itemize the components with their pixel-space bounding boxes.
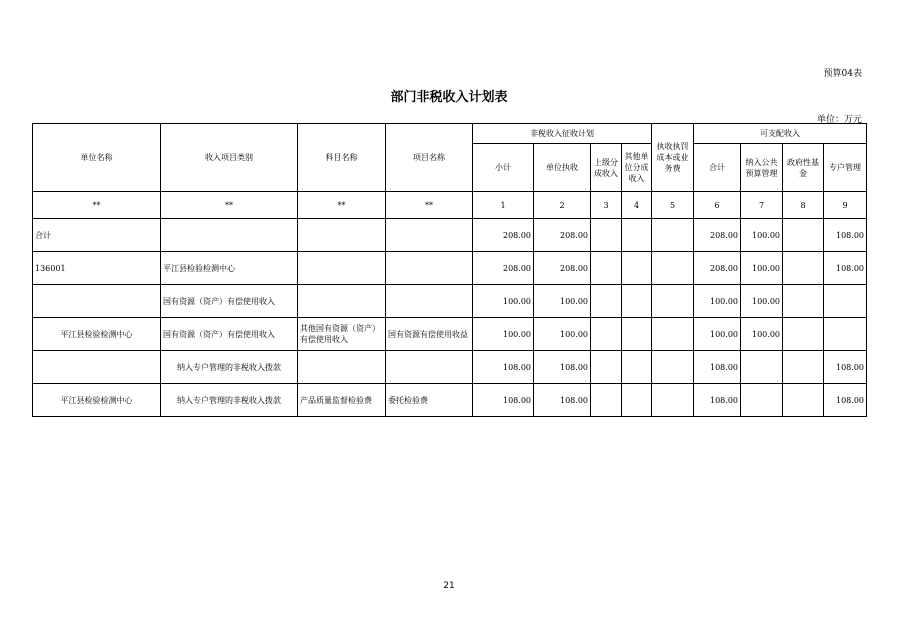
cell-subtotal: 100.00: [473, 318, 534, 351]
cell-gov-fund: [783, 219, 824, 252]
table-row: [33, 285, 867, 318]
cell-income-category: 纳入专户管理的非税收入拨款: [161, 351, 298, 384]
table-row: [33, 318, 867, 351]
index-cell: 1: [473, 192, 534, 219]
index-cell: 9: [824, 192, 867, 219]
header-plan-group: 非税收入征收计划: [473, 124, 652, 144]
cell-other-share: [622, 252, 652, 285]
cell-upper-share: [591, 318, 622, 351]
cell-project-name: [386, 351, 473, 384]
header-other-share: 其他单位分成收入: [622, 144, 652, 192]
form-number: 预算04表: [823, 69, 862, 79]
cell-special-mgmt: 108.00: [824, 351, 867, 384]
cell-unit-name: 平江县检验检测中心: [33, 384, 161, 417]
cell-upper-share: [591, 285, 622, 318]
cell-total: 100.00: [694, 318, 741, 351]
cell-special-mgmt: 108.00: [824, 252, 867, 285]
cell-special-mgmt: 108.00: [824, 384, 867, 417]
index-cell: 3: [591, 192, 622, 219]
cell-income-category: [161, 219, 298, 252]
cell-public-budget: 100.00: [741, 318, 783, 351]
cell-unit-name: 合计: [33, 219, 161, 252]
header-subtotal: 小计: [473, 144, 534, 192]
cell-upper-share: [591, 351, 622, 384]
cell-other-share: [622, 285, 652, 318]
cell-project-name: 委托检验费: [386, 384, 473, 417]
cell-public-budget: [741, 384, 783, 417]
cell-gov-fund: [783, 384, 824, 417]
cell-public-budget: 100.00: [741, 285, 783, 318]
cell-special-mgmt: 108.00: [824, 219, 867, 252]
header-income-category: 收入项目类别: [161, 124, 298, 192]
cell-project-name: [386, 252, 473, 285]
index-cell: 7: [741, 192, 783, 219]
cell-project-name: 国有资源有偿使用收益: [386, 318, 473, 351]
non-tax-income-table: [32, 123, 867, 417]
cell-unit-name: [33, 351, 161, 384]
cell-subject-name: 其他国有资源（资产）有偿使用收入: [298, 318, 386, 351]
table-row: [33, 351, 867, 384]
cell-enforcement-cost: [652, 285, 694, 318]
cell-total: 108.00: [694, 384, 741, 417]
header-available-group: 可支配收入: [694, 124, 867, 144]
cell-unit-name: 平江县检验检测中心: [33, 318, 161, 351]
cell-public-budget: 100.00: [741, 219, 783, 252]
cell-income-category: 纳入专户管理的非税收入拨款: [161, 384, 298, 417]
cell-other-share: [622, 318, 652, 351]
cell-total: 208.00: [694, 219, 741, 252]
cell-gov-fund: [783, 285, 824, 318]
cell-income-category: 国有资源（资产）有偿使用收入: [161, 285, 298, 318]
cell-total: 208.00: [694, 252, 741, 285]
cell-gov-fund: [783, 252, 824, 285]
cell-subject-name: [298, 252, 386, 285]
cell-gov-fund: [783, 351, 824, 384]
cell-unit-collect: 208.00: [534, 219, 591, 252]
cell-unit-name: [33, 285, 161, 318]
cell-enforcement-cost: [652, 351, 694, 384]
header-project-name: 项目名称: [386, 124, 473, 192]
cell-subtotal: 100.00: [473, 285, 534, 318]
cell-special-mgmt: [824, 318, 867, 351]
index-cell: 6: [694, 192, 741, 219]
header-subject-name: 科目名称: [298, 124, 386, 192]
index-cell: **: [386, 192, 473, 219]
page-title: 部门非税收入计划表: [390, 90, 508, 105]
cell-enforcement-cost: [652, 318, 694, 351]
cell-public-budget: [741, 351, 783, 384]
cell-subtotal: 208.00: [473, 252, 534, 285]
cell-income-category: 平江县检验检测中心: [161, 252, 298, 285]
cell-unit-name: 136001: [33, 252, 161, 285]
cell-unit-collect: 100.00: [534, 318, 591, 351]
cell-upper-share: [591, 252, 622, 285]
cell-special-mgmt: [824, 285, 867, 318]
header-special-mgmt: 专户管理: [824, 144, 867, 192]
cell-other-share: [622, 351, 652, 384]
index-cell: **: [298, 192, 386, 219]
cell-subtotal: 108.00: [473, 351, 534, 384]
cell-total: 108.00: [694, 351, 741, 384]
cell-total: 100.00: [694, 285, 741, 318]
page-number: 21: [443, 581, 455, 591]
index-cell: 8: [783, 192, 824, 219]
cell-gov-fund: [783, 318, 824, 351]
index-cell: **: [33, 192, 161, 219]
cell-subtotal: 108.00: [473, 384, 534, 417]
cell-income-category: 国有资源（资产）有偿使用收入: [161, 318, 298, 351]
index-row: [33, 192, 867, 219]
cell-unit-collect: 208.00: [534, 252, 591, 285]
index-cell: **: [161, 192, 298, 219]
cell-enforcement-cost: [652, 252, 694, 285]
header-unit-name: 单位名称: [33, 124, 161, 192]
table-row: [33, 384, 867, 417]
header-unit-collect: 单位执收: [534, 144, 591, 192]
cell-unit-collect: 108.00: [534, 351, 591, 384]
cell-upper-share: [591, 219, 622, 252]
cell-public-budget: 100.00: [741, 252, 783, 285]
header-enforcement-cost: 执收执罚成本或业务费: [652, 124, 694, 192]
cell-unit-collect: 108.00: [534, 384, 591, 417]
index-cell: 5: [652, 192, 694, 219]
cell-subject-name: [298, 351, 386, 384]
unit-label: 单位：万元: [816, 115, 862, 125]
cell-other-share: [622, 384, 652, 417]
cell-unit-collect: 100.00: [534, 285, 591, 318]
cell-other-share: [622, 219, 652, 252]
cell-subtotal: 208.00: [473, 219, 534, 252]
header-total: 合计: [694, 144, 741, 192]
index-cell: 2: [534, 192, 591, 219]
cell-enforcement-cost: [652, 219, 694, 252]
cell-subject-name: 产品质量监督检验费: [298, 384, 386, 417]
index-cell: 4: [622, 192, 652, 219]
cell-project-name: [386, 285, 473, 318]
cell-upper-share: [591, 384, 622, 417]
cell-subject-name: [298, 219, 386, 252]
table-row: [33, 252, 867, 285]
cell-enforcement-cost: [652, 384, 694, 417]
header-public-budget: 纳入公共预算管理: [741, 144, 783, 192]
cell-subject-name: [298, 285, 386, 318]
header-gov-fund: 政府性基金: [783, 144, 824, 192]
cell-project-name: [386, 219, 473, 252]
table-row-total: [33, 219, 867, 252]
header-upper-share: 上级分成收入: [591, 144, 622, 192]
